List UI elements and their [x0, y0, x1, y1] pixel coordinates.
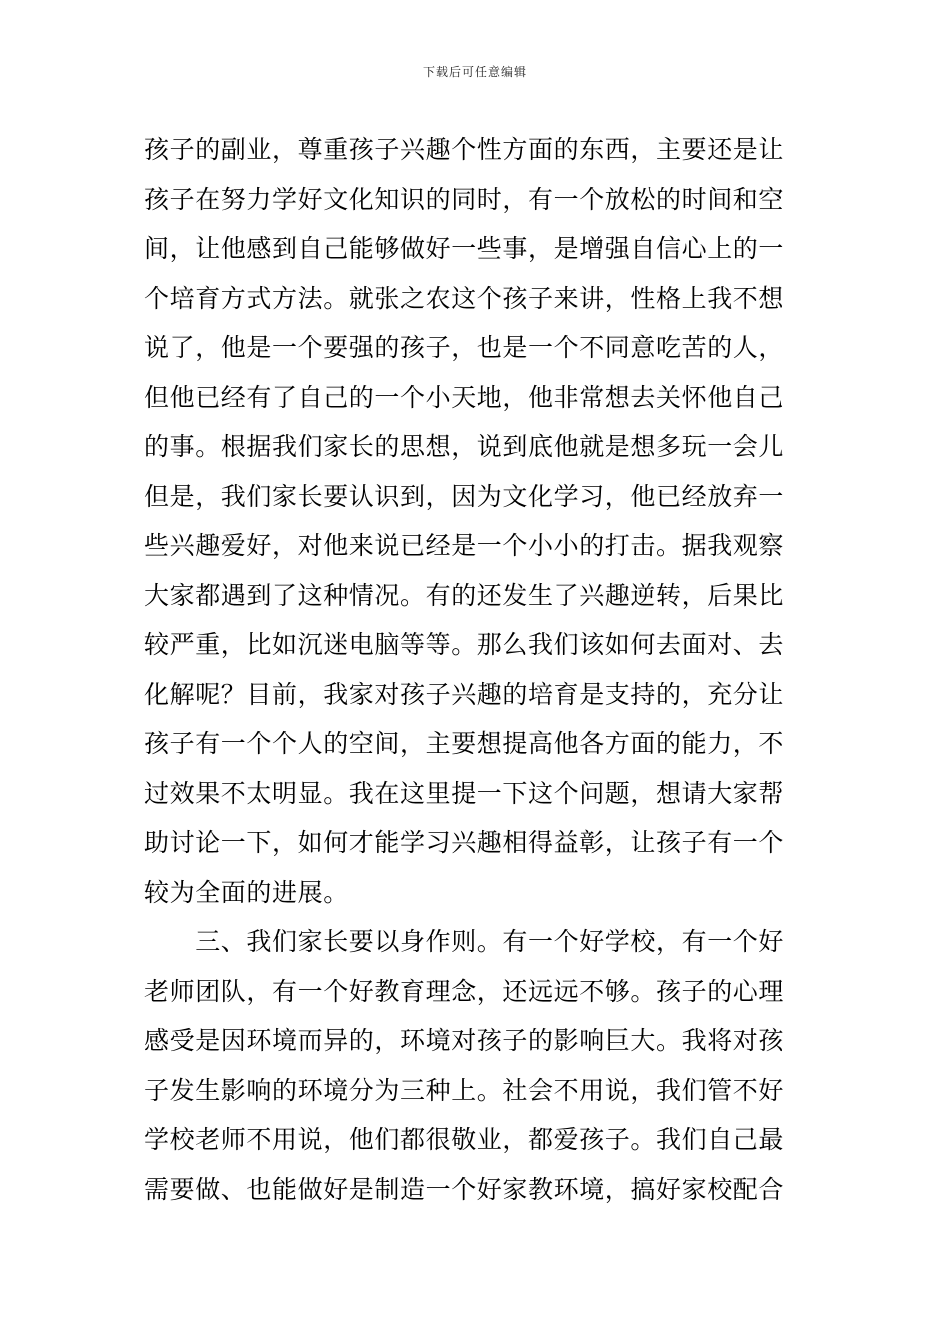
- text-line: 老师团队，有一个好教育理念，还远远不够。孩子的心理: [144, 976, 785, 1006]
- text-line: 较严重，比如沉迷电脑等等。那么我们该如何去面对、去: [144, 630, 785, 659]
- text-line: 孩子的副业，尊重孩子兴趣个性方面的东西，主要还是让: [144, 135, 785, 164]
- text-line: 学校老师不用说，他们都很敬业，都爱孩子。我们自己最: [144, 1125, 785, 1154]
- page-header: 下载后可任意编辑: [422, 65, 527, 79]
- text-line: 个培育方式方法。就张之农这个孩子来讲，性格上我不想: [144, 283, 785, 313]
- text-line: 大家都遇到了这种情况。有的还发生了兴趣逆转，后果比: [144, 580, 785, 610]
- text-line: 但他已经有了自己的一个小天地，他非常想去关怀他自己: [144, 382, 785, 412]
- text-line: 孩子在努力学好文化知识的同时，有一个放松的时间和空: [144, 184, 785, 214]
- text-line: 助讨论一下，如何才能学习兴趣相得益彰，让孩子有一个: [144, 828, 785, 857]
- text-line: 过效果不太明显。我在这里提一下这个问题，想请大家帮: [144, 778, 785, 808]
- text-line: 感受是因环境而异的，环境对孩子的影响巨大。我将对孩: [144, 1026, 785, 1055]
- text-line: 孩子有一个个人的空间，主要想提高他各方面的能力，不: [144, 729, 785, 758]
- paragraph-start-line: 三、我们家长要以身作则。有一个好学校，有一个好: [144, 927, 785, 956]
- text-line: 但是，我们家长要认识到，因为文化学习，他已经放弃一: [144, 481, 785, 511]
- text-line: 较为全面的进展。: [144, 877, 349, 907]
- text-line: 的事。根据我们家长的思想，说到底他就是想多玩一会儿: [144, 432, 785, 461]
- text-line: 些兴趣爱好，对他来说已经是一个小小的打击。据我观察: [144, 531, 785, 560]
- text-line: 需要做、也能做好是制造一个好家教环境，搞好家校配合: [144, 1174, 785, 1204]
- text-line: 间，让他感到自己能够做好一些事，是增强自信心上的一: [144, 234, 785, 263]
- text-line: 化解呢？目前，我家对孩子兴趣的培育是支持的，充分让: [144, 679, 785, 709]
- document-body: [144, 125, 812, 1214]
- text-line: 说了，他是一个要强的孩子，也是一个不同意吃苦的人，: [144, 333, 785, 362]
- text-line: 子发生影响的环境分为三种上。社会不用说，我们管不好: [144, 1075, 785, 1105]
